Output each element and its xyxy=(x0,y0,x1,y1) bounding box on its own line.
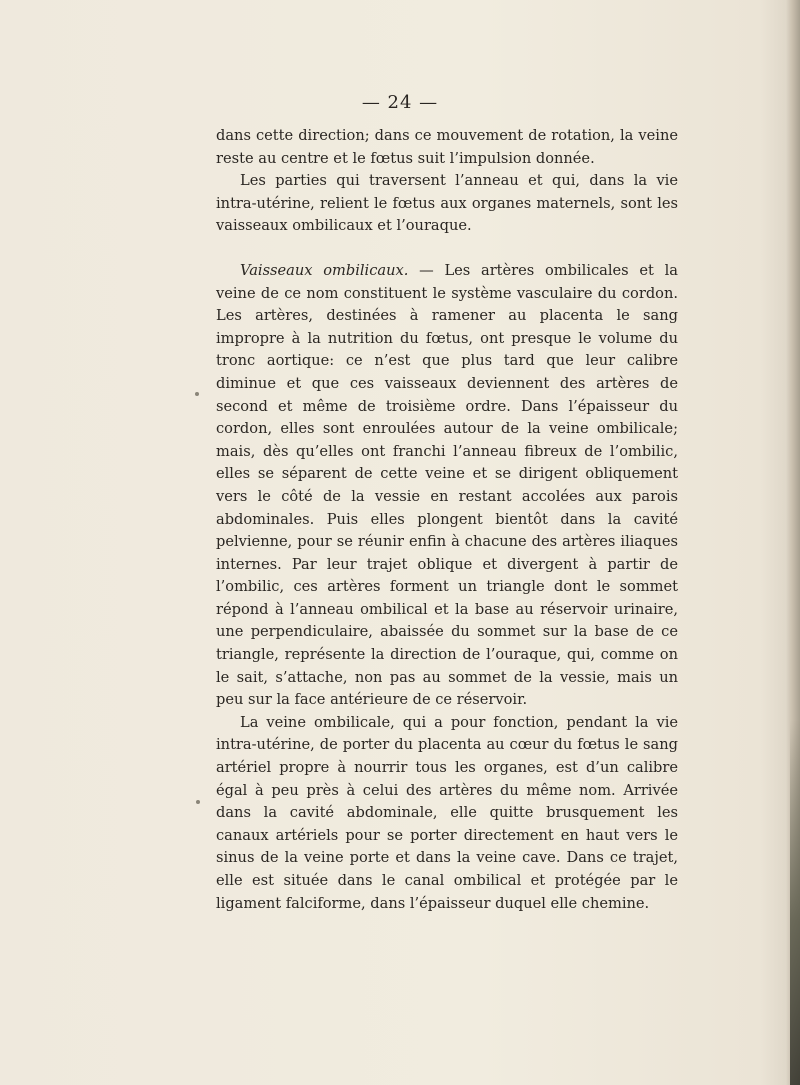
paper-speck xyxy=(196,800,200,804)
section-heading: Vaisseaux ombilicaux. xyxy=(240,261,409,279)
paragraph-vaisseaux xyxy=(216,260,678,712)
paragraph-continuation: dans cette direction; dans ce mouvement de rotation, la veine reste au centre et le fœtus suit l’impulsion donnée. xyxy=(216,127,678,167)
paragraph-veine: La veine ombilicale, qui a pour fonction, pendant la vie intra-utérine, de porter du placenta au cœur du fœtus le sang artériel propre à nourrir tous les organes, est d’un calibre égal à peu près à celui des artères du même nom. Arrivée dans la cavité abdominale, elle quitte brusquement les canaux artériels pour se porter directement en haut vers le sinus de la veine porte et dans la veine cave. Dans ce trajet, elle est située dans le canal ombilical et protégée par le ligament falciforme, dans l’épaisseur duquel elle chemine. xyxy=(216,713,678,912)
section-body: — Les artères ombilicales et la veine de ce nom constituent le système vasculaire du cordon. Les artères, destinées à ramener au placenta le sang impropre à la nutrition du fœtus, ont presque le volume du tronc aortique: ce n’est que plus tard que leur calibre diminue et que ces vaisseaux deviennent des artères de second et même de troisième ordre. Dans l’épaisseur du cordon, elles sont enroulées autour de la veine ombilicale; mais, dès qu’elles ont franchi l’anneau fibreux de l’ombilic, elles se séparent de cette veine et se dirigent obliquement vers le côté de la vessie en restant accolées aux parois abdominales. Puis elles plongent bientôt dans la cavité pelvienne, pour se réunir enfin à chacune des artères iliaques internes. Par leur trajet oblique et divergent à partir de l’ombilic, ces artères forment un triangle dont le sommet répond à l’anneau ombilical et la base au réservoir urinaire, une perpendiculaire, abaissée du sommet sur la base de ce triangle, représente la direction de l’ouraque, qui, comme on le sait, s’attache, non pas au sommet de la vessie, mais un peu sur la face antérieure de ce réservoir. xyxy=(216,261,679,709)
paper-speck xyxy=(195,392,199,396)
body-text xyxy=(216,125,678,915)
paragraph-parties: Les parties qui traversent l’anneau et qui, dans la vie intra-utérine, relient le fœtus aux organes maternels, sont les vaisseaux ombilicaux et l’ouraque. xyxy=(216,172,678,235)
page-number: — 24 — xyxy=(361,92,439,113)
page-edge-shadow xyxy=(790,720,800,1085)
